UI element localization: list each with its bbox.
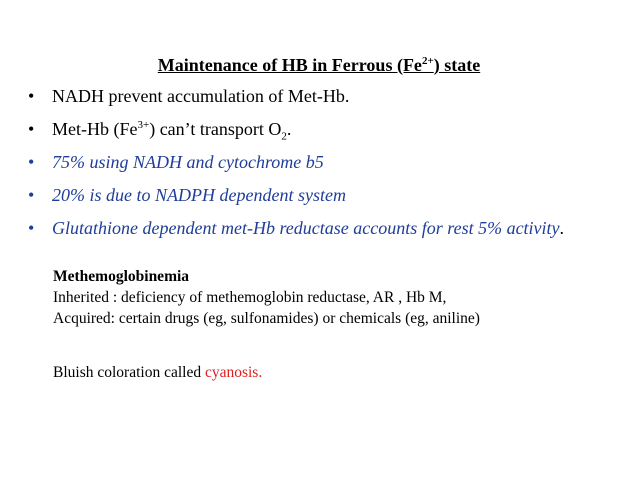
bullet-dot-icon: •	[28, 119, 35, 139]
bullet-item-met-hb	[28, 119, 630, 152]
bullet-item-nadph-percent	[28, 185, 630, 218]
bullet-text	[52, 218, 564, 239]
bullet-text	[52, 119, 292, 143]
bullet-item-nadh	[28, 86, 630, 119]
bullet-list	[28, 86, 630, 251]
title-main: Maintenance of HB in Ferrous (Fe	[157, 55, 422, 75]
info-line-acquired: Acquired: certain drugs (eg, sulfonamides) or chemicals (eg, aniline)	[53, 310, 480, 327]
cyanosis-note	[53, 364, 262, 382]
bullet-text: 20% is due to NADPH dependent system	[52, 185, 346, 205]
note-prefix: Bluish coloration called	[53, 364, 205, 381]
bullet-text: 75% using NADH and cytochrome b5	[52, 152, 324, 172]
bullet-text: NADH prevent accumulation of Met-Hb.	[52, 86, 350, 106]
bullet-dot-icon: •	[28, 218, 35, 238]
info-line-inherited: Inherited : deficiency of methemoglobin reductase, AR , Hb M,	[53, 289, 447, 306]
bullet-text-tail: .	[559, 218, 565, 238]
bullet-dot-icon: •	[28, 152, 35, 172]
slide-title	[0, 55, 638, 76]
bullet-superscript: 3+	[137, 119, 150, 131]
title-superscript: 2+	[421, 55, 434, 67]
bullet-text-part: .	[286, 119, 292, 139]
bullet-text-part: ) can’t transport O	[149, 119, 282, 139]
info-heading: Methemoglobinemia	[53, 268, 190, 285]
bullet-item-nadh-percent	[28, 152, 630, 185]
title-end: ) state	[433, 55, 481, 75]
bullet-item-glutathione	[28, 218, 630, 251]
note-highlight: cyanosis.	[204, 364, 263, 381]
bullet-dot-icon: •	[28, 86, 35, 106]
bullet-dot-icon: •	[28, 185, 35, 205]
bullet-text-part: Glutathione dependent met-Hb reductase accounts for rest 5% activity	[52, 218, 560, 238]
bullet-text-part: Met-Hb (Fe	[52, 119, 138, 139]
methemoglobinemia-block	[53, 266, 628, 329]
bullet-subscript: 2	[281, 130, 287, 143]
